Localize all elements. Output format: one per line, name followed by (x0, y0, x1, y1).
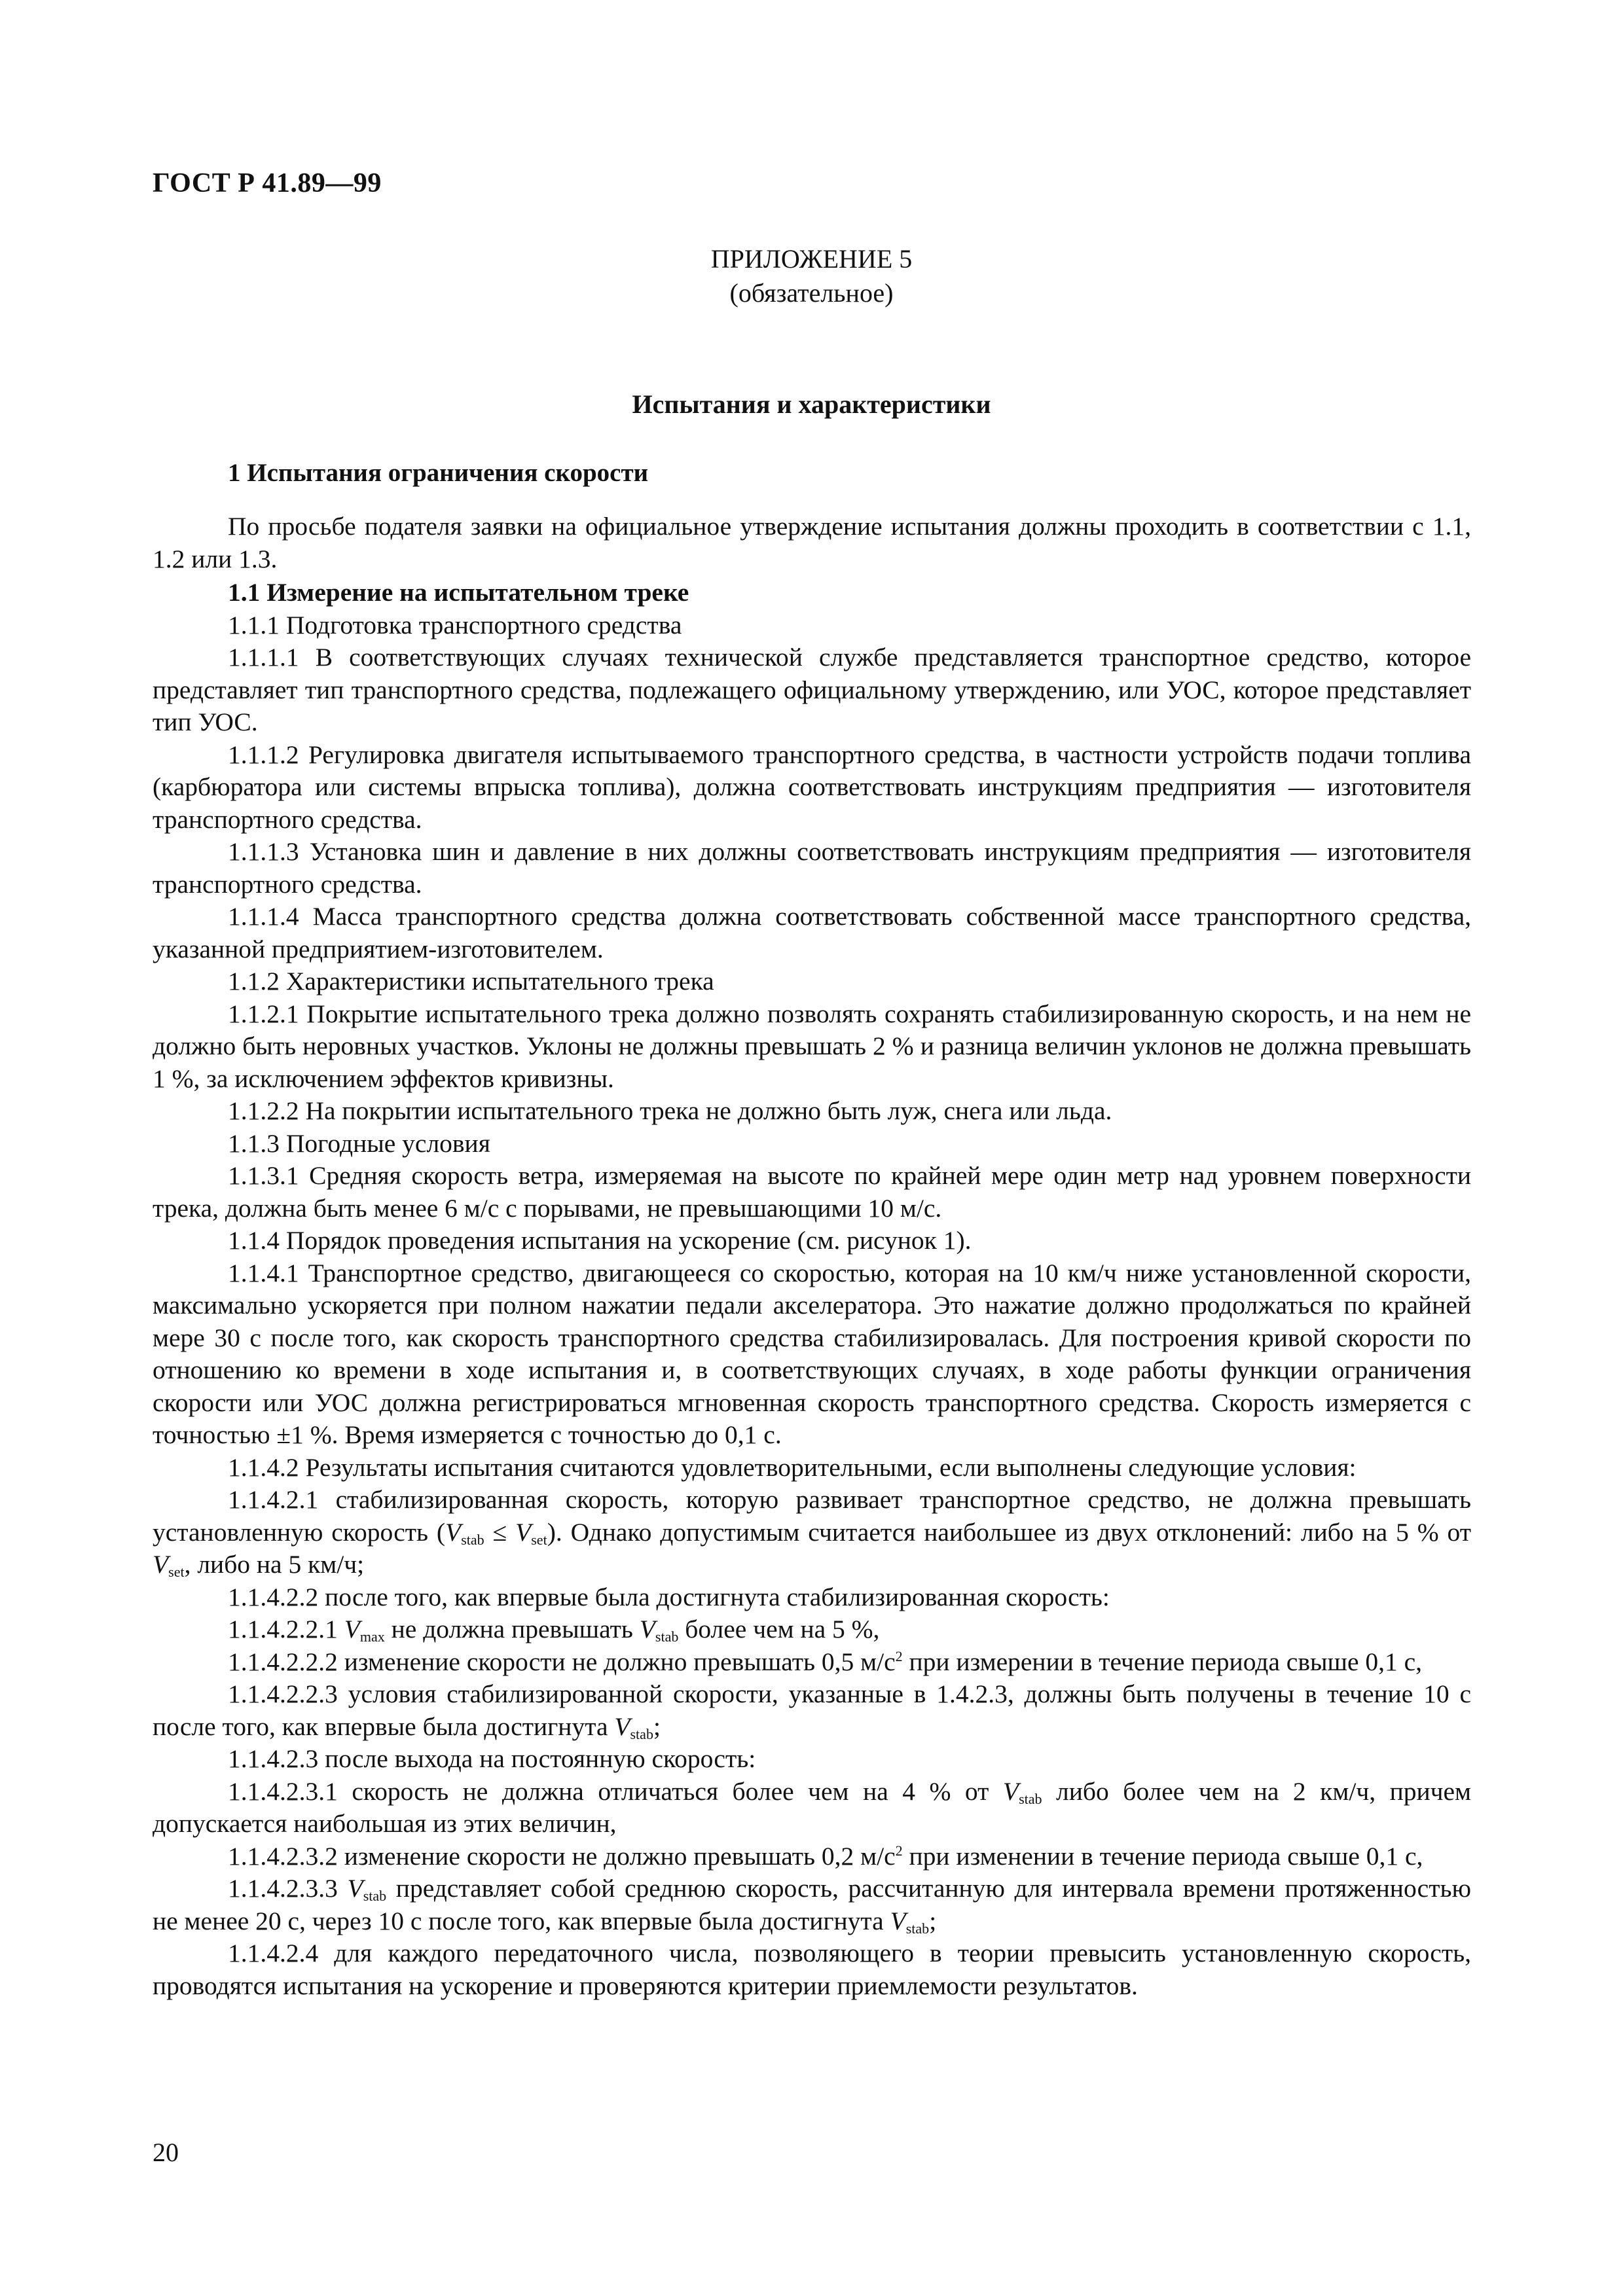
paragraph-with-formula: 1.1.4.2.1 стабилизированная скорость, которую развивает транспортное средство, не должна превышать установленную скорость $(V_{stab} \le V_{set})$. Однако допустимым считается наибольшее из двух отклонений: либо на 5 % от $V_{set}$, либо на 5 км/ч; (153, 1485, 1471, 1580)
paragraph: 1.1.1.4 Масса транспортного средства должна соответствовать собственной массе транспортного средства, указанной предприятием-изготовителем. (153, 902, 1471, 963)
paragraph-with-formula: 1.1.4.2.2.2 изменение скорости не должно превышать 0,5 $м/с^2$ при измерении в течение периода свыше 0,1 с, (228, 1647, 1423, 1676)
paragraph: 1.1.4.2.3 после выхода на постоянную скорость: (228, 1744, 756, 1773)
paragraph: 1.1.3 Погодные условия (228, 1128, 490, 1158)
paragraph: 1.1.2.2 На покрытии испытательного трека не должно быть луж, снега или льда. (228, 1096, 1112, 1125)
paragraph: 1.1.4.2.4 для каждого передаточного числа, позволяющего в теории превысить установленную скорость, проводятся испытания на ускорение и проверяются критерии приемлемости результатов. (153, 1939, 1471, 2000)
paragraph-with-formula: 1.1.4.2.3.3 $V_{stab}$ представляет собой среднюю скорость, рассчитанную для интервала времени протяженностью не менее 20 с, через 10 с после того, как впервые была достигнута $V_{stab}$; (153, 1874, 1471, 1937)
paragraph-with-formula: 1.1.4.2.3.2 изменение скорости не должно превышать 0,2 $м/с^2$ при изменении в течение периода свыше 0,1 с, (228, 1841, 1423, 1871)
paragraph: 1.1.4.2.2 после того, как впервые была достигнута стабилизированная скорость: (228, 1582, 1110, 1611)
section-heading: 1 Испытания ограничения скорости (228, 459, 649, 487)
paragraph: 1.1.1.2 Регулировка двигателя испытываемого транспортного средства, в частности устройств подачи топлива (карбюратора или системы впрыска топлива), должна соответствовать инструкциям предприятия — изготовителя транспортного средства. (153, 740, 1471, 834)
paragraph-with-formula: 1.1.4.2.2.3 условия стабилизированной скорости, указанные в 1.4.2.3, должны быть получены в течение 10 с после того, как впервые была достигнута $V_{stab}$; (153, 1679, 1471, 1742)
paragraph: По просьбе подателя заявки на официальное утверждение испытания должны проходить в соответствии с 1.1, 1.2 или 1.3. (153, 512, 1471, 573)
paragraph: 1.1.2.1 Покрытие испытательного трека должно позволять сохранять стабилизированную скорость, и на нем не должно быть неровных участков. Уклоны не должны превышать 2 % и разница величин уклонов не должна превышать 1 %, за исключением эффектов кривизны. (153, 999, 1471, 1093)
document-body (153, 511, 1471, 2002)
subsection-heading: 1.1 Измерение на испытательном треке (228, 578, 689, 607)
annex-title: Испытания и характеристики (632, 389, 991, 419)
paragraph: 1.1.4 Порядок проведения испытания на ускорение (см. рисунок 1). (228, 1226, 972, 1255)
annex-heading (0, 242, 1623, 310)
annex-label: ПРИЛОЖЕНИЕ 5 (710, 244, 913, 274)
paragraph: 1.1.1 Подготовка транспортного средства (228, 610, 682, 639)
page-number: 20 (153, 2138, 179, 2167)
annex-status: (обязательное) (729, 278, 894, 308)
paragraph-with-formula: 1.1.4.2.3.1 скорость не должна отличаться более чем на 4 % от $V_{stab}$ либо более чем на 2 км/ч, причем допускается наибольшая из этих величин, (153, 1776, 1472, 1838)
paragraph: 1.1.4.1 Транспортное средство, двигающееся со скоростью, которая на 10 км/ч ниже установленной скорости, максимально ускоряется при полном нажатии педали акселератора. Это нажатие должно продолжаться по крайней мере 30 с после того, как скорость транспортного средства стабилизировалась. Для построения кривой скорости по отношению ко времени в ходе испытания и, в соответствующих случаях, в ходе работы функции ограничения скорости или УОС должна регистрироваться мгновенная скорость транспортного средства. Скорость измеряется с точностью ±1 %. Время измеряется с точностью до 0,1 с. (153, 1258, 1471, 1449)
paragraph: 1.1.4.2 Результаты испытания считаются удовлетворительными, если выполнены следующие условия: (228, 1452, 1357, 1482)
document-code: ГОСТ Р 41.89—99 (153, 168, 382, 198)
paragraph: 1.1.1.3 Установка шин и давление в них должны соответствовать инструкциям предприятия — изготовителя транспортного средства. (153, 837, 1471, 899)
paragraph: 1.1.1.1 В соответствующих случаях технической службе представляется транспортное средство, которое представляет тип транспортного средства, подлежащего официальному утверждению, или УОС, которое представляет тип УОС. (153, 643, 1471, 736)
paragraph: 1.1.2 Характеристики испытательного трека (228, 967, 714, 996)
paragraph: 1.1.3.1 Средняя скорость ветра, измеряемая на высоте по крайней мере один метр над уровнем поверхности трека, должна быть менее 6 м/с с порывами, не превышающими 10 м/с. (153, 1161, 1471, 1223)
paragraph-with-formula: 1.1.4.2.2.1 $V_{max}$ не должна превышать $V_{stab}$ более чем на 5 %, (228, 1615, 880, 1645)
